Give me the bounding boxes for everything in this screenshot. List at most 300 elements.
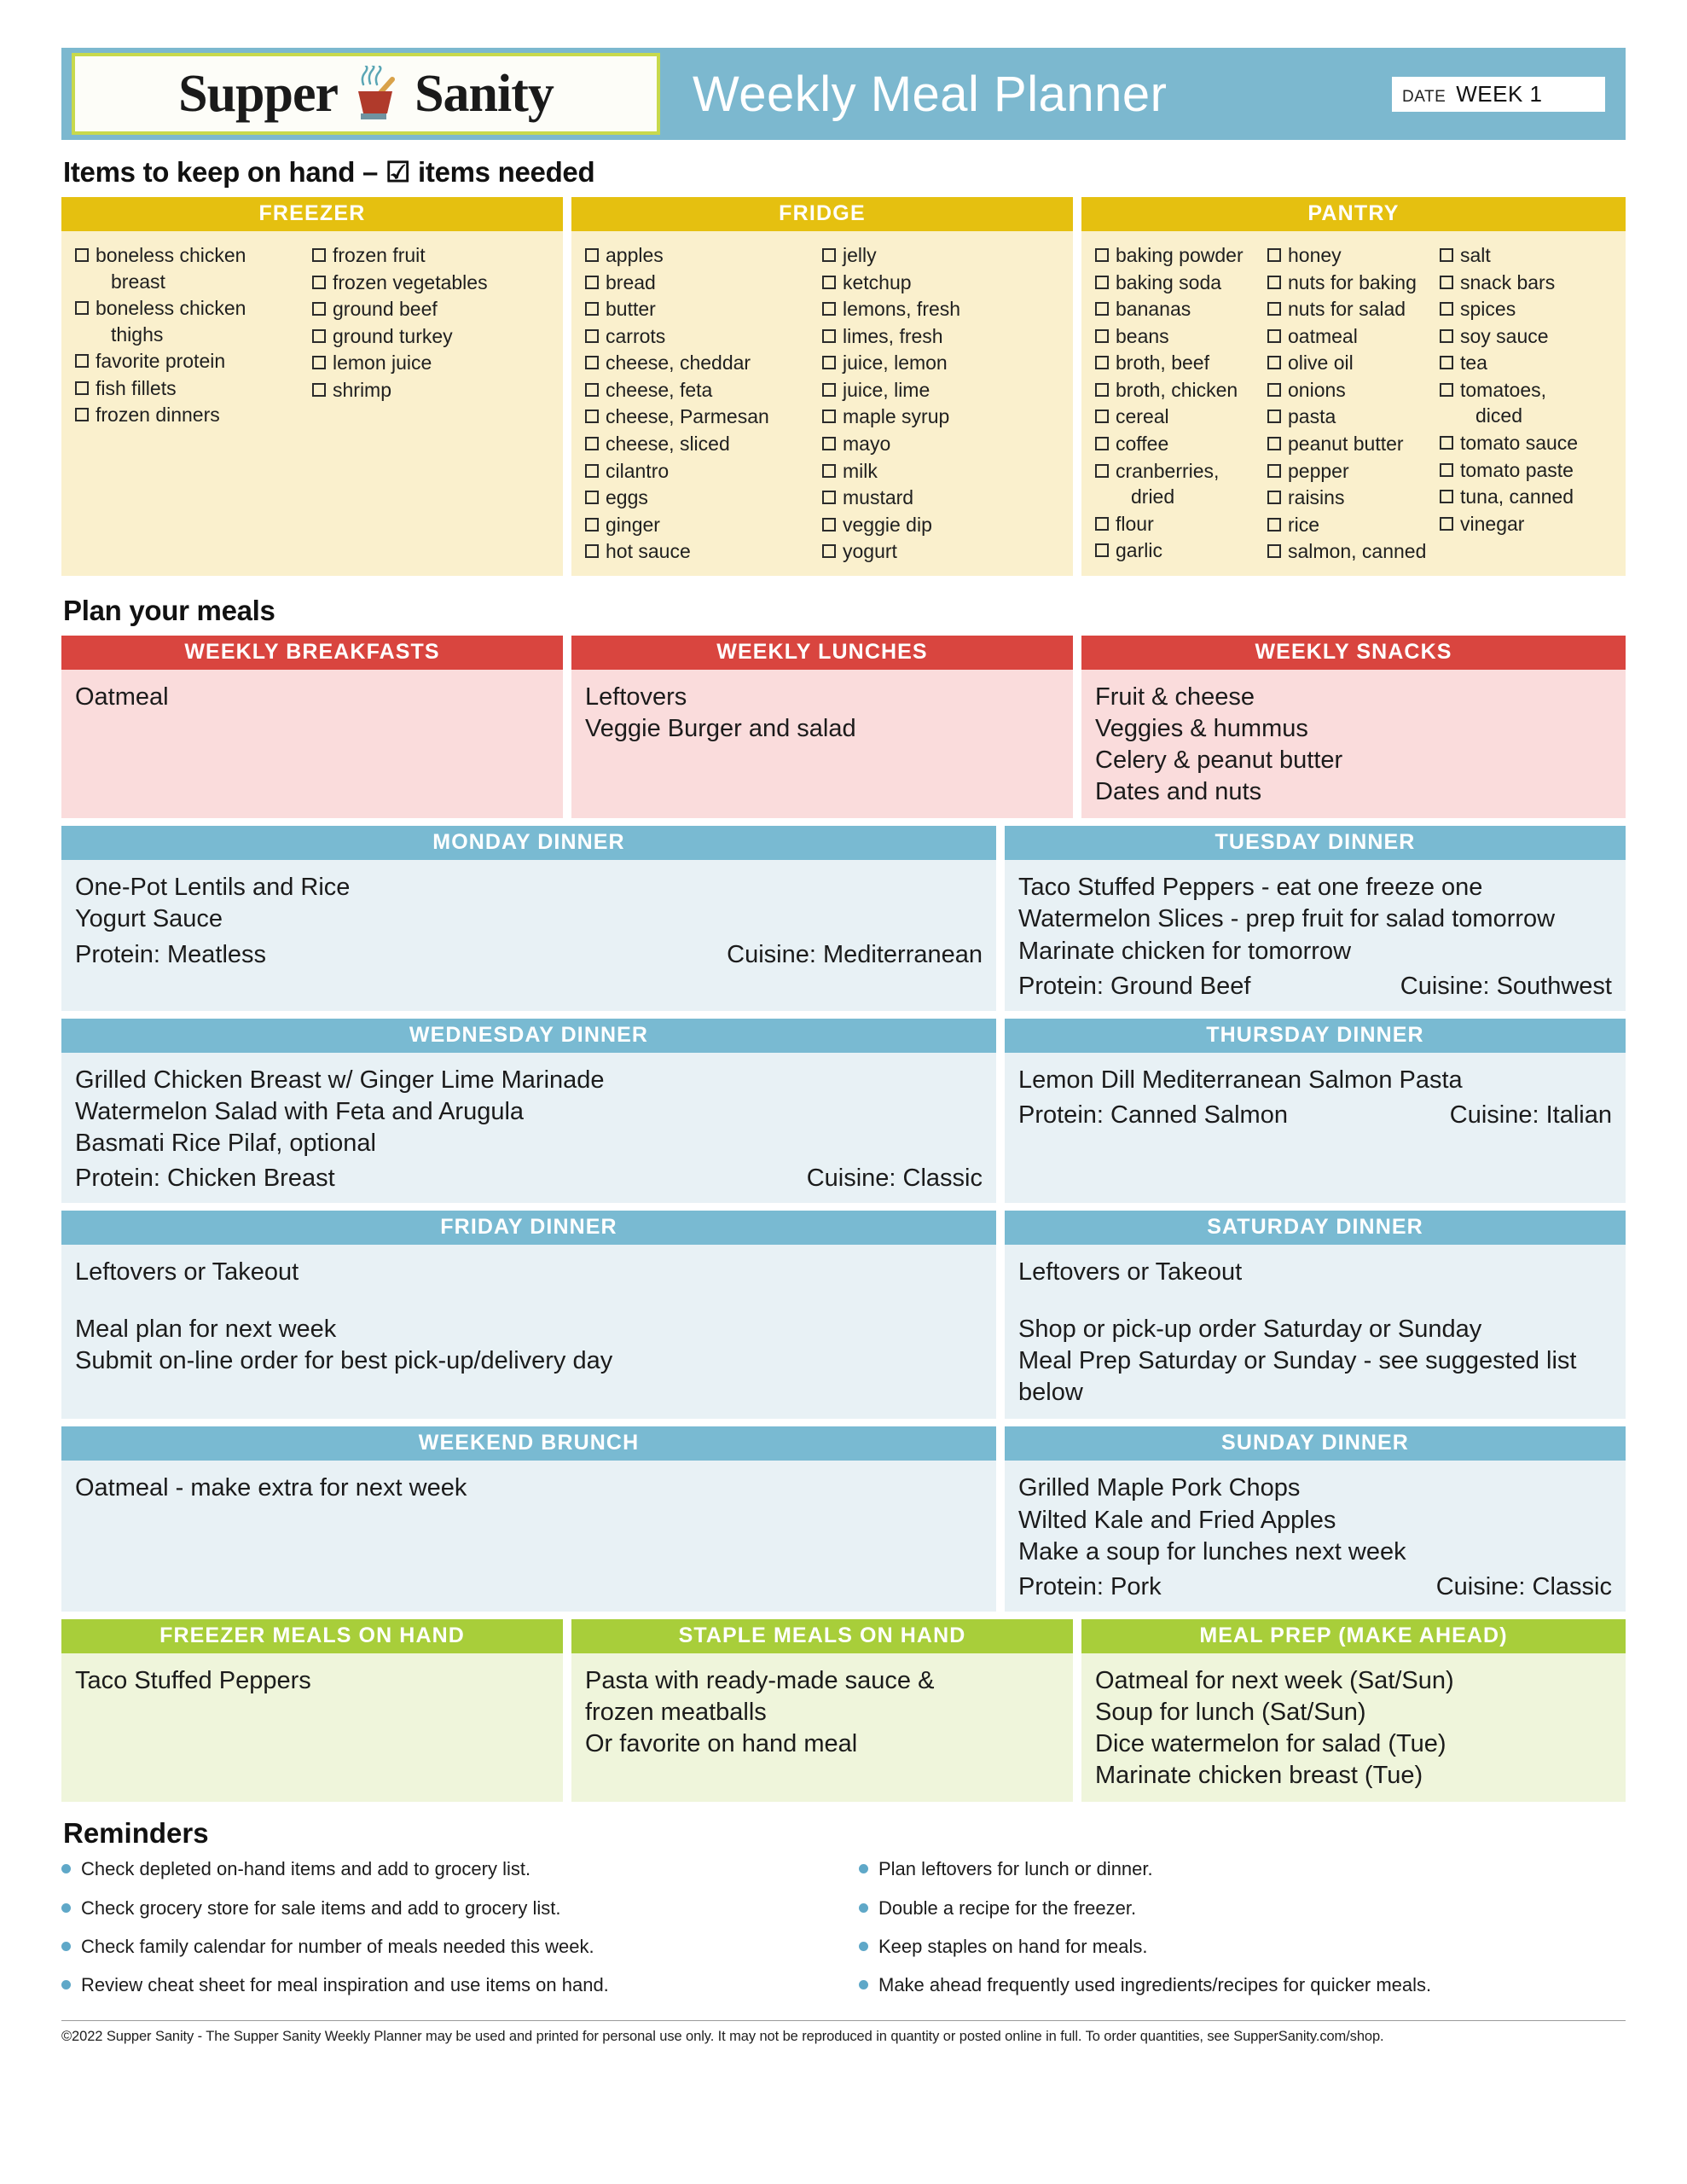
checklist-item[interactable] <box>1440 296 1612 322</box>
checkbox-icon[interactable] <box>585 356 599 369</box>
panel-header: WEEKLY LUNCHES <box>571 636 1073 670</box>
checklist-item[interactable] <box>1440 511 1612 537</box>
page-title: Weekly Meal Planner <box>693 66 1168 122</box>
checkbox-icon[interactable] <box>822 329 836 343</box>
meal-line: Leftovers or Takeout <box>75 1258 299 1287</box>
checklist-item[interactable] <box>1095 458 1267 510</box>
cuisine-label: Cuisine: Italian <box>1449 1101 1612 1129</box>
meal-line: Pasta with ready-made sauce & <box>585 1666 935 1694</box>
checklist-item-label: cereal <box>1116 405 1169 428</box>
panel-header: SUNDAY DINNER <box>1005 1426 1626 1461</box>
panel-body[interactable] <box>61 1053 996 1203</box>
checklist-item[interactable] <box>1440 270 1612 296</box>
checklist-item-label: olive oil <box>1288 351 1354 375</box>
checkbox-icon[interactable] <box>312 248 326 262</box>
checklist-item[interactable] <box>822 242 1059 269</box>
checklist-item[interactable] <box>822 538 1059 565</box>
checklist-item[interactable] <box>585 323 822 350</box>
bullet-icon <box>61 1942 71 1951</box>
checklist-item[interactable] <box>585 296 822 322</box>
checklist-item[interactable] <box>1440 457 1612 484</box>
checklist-item-label: broth, beef <box>1116 351 1209 375</box>
checklist-item[interactable] <box>585 404 822 430</box>
panel-friday-dinner <box>61 1211 996 1419</box>
checkbox-icon[interactable] <box>822 410 836 423</box>
checklist-item[interactable] <box>585 350 822 376</box>
panel-weekly-snacks <box>1081 636 1626 818</box>
checklist-item[interactable] <box>822 431 1059 457</box>
reminders-grid <box>61 1858 1626 2013</box>
checkbox-icon[interactable] <box>312 302 326 316</box>
checklist-item[interactable] <box>1095 242 1267 269</box>
on-hand-section-fridge <box>571 197 1073 576</box>
checklist-item-label: tuna, canned <box>1460 485 1574 508</box>
cuisine-label: Cuisine: Southwest <box>1400 972 1612 1000</box>
checklist-item[interactable] <box>1095 537 1267 564</box>
checkbox-icon[interactable] <box>822 544 836 558</box>
checklist-item-label: cheese, sliced <box>606 433 730 456</box>
checkbox-icon[interactable] <box>1095 302 1109 316</box>
bullet-icon <box>859 1903 868 1913</box>
on-hand-section-freezer <box>61 197 563 576</box>
brand-name-first: Supper <box>178 64 339 123</box>
checklist-item-label: honey <box>1288 244 1342 266</box>
reminder-item <box>61 1858 828 1880</box>
meal-line: Grilled Maple Pork Chops <box>1018 1474 1301 1502</box>
checklist-item-label: limes, fresh <box>843 324 943 347</box>
checkbox-icon[interactable] <box>1440 517 1453 531</box>
checklist-item-label: ketchup <box>843 270 912 293</box>
checklist-item-label: lemon juice <box>333 351 432 375</box>
bullet-icon <box>61 1903 71 1913</box>
checklist-item[interactable] <box>312 350 549 376</box>
checklist-item-label: snack bars <box>1460 270 1556 293</box>
panel-header: THURSDAY DINNER <box>1005 1019 1626 1053</box>
panel-staple-meals-on-hand <box>571 1619 1073 1802</box>
reminders-heading: Reminders <box>63 1817 209 1850</box>
checklist-item[interactable] <box>1267 512 1440 538</box>
meal-meta <box>1018 1096 1612 1130</box>
checklist-item-label: bananas <box>1116 298 1191 321</box>
checkbox-icon[interactable] <box>585 410 599 423</box>
checklist-item-label: milk <box>843 459 878 482</box>
checkbox-icon[interactable] <box>1440 436 1453 450</box>
checklist-column <box>1095 242 1267 566</box>
checklist-item[interactable] <box>1095 296 1267 322</box>
checklist-item[interactable] <box>1267 350 1440 376</box>
checkbox-icon[interactable] <box>1095 276 1109 289</box>
panel-body[interactable] <box>1005 1053 1626 1203</box>
checkbox-icon[interactable] <box>1267 356 1281 369</box>
panel-body[interactable] <box>1081 1653 1626 1802</box>
checklist-item[interactable] <box>1267 431 1440 457</box>
brand-name-second: Sanity <box>415 64 554 123</box>
checkbox-icon[interactable] <box>1267 248 1281 262</box>
checkbox-icon[interactable] <box>1095 437 1109 450</box>
checklist-item[interactable] <box>1440 484 1612 510</box>
checkbox-icon[interactable] <box>585 491 599 504</box>
checklist-item[interactable] <box>822 323 1059 350</box>
checkbox-icon[interactable] <box>822 464 836 478</box>
checklist-item-label: boneless chicken breast <box>96 244 246 293</box>
checkbox-icon[interactable] <box>1095 543 1109 557</box>
checklist-item-label: cheese, feta <box>606 378 713 401</box>
reminder-text: Make ahead frequently used ingredients/recipes for quicker meals. <box>878 1974 1432 1996</box>
protein-label: Protein: Chicken Breast <box>75 1165 335 1193</box>
meal-line: Grilled Chicken Breast w/ Ginger Lime Marinade <box>75 1066 605 1094</box>
checklist-item[interactable] <box>1095 270 1267 296</box>
checkbox-icon[interactable] <box>1440 383 1453 397</box>
dinner-rows <box>61 826 1626 1611</box>
reminder-text: Check family calendar for number of meals needed this week. <box>81 1936 594 1958</box>
checkbox-icon[interactable] <box>1095 410 1109 423</box>
meal-line: Oatmeal <box>75 682 169 711</box>
checkbox-icon[interactable] <box>1267 464 1281 478</box>
checkbox-icon[interactable] <box>822 248 836 262</box>
checklist-item[interactable] <box>822 458 1059 485</box>
checklist-item[interactable] <box>75 402 312 428</box>
checklist-item[interactable] <box>312 377 549 404</box>
checkbox-icon[interactable] <box>1267 302 1281 316</box>
meal-line: Meal plan for next week <box>75 1316 337 1344</box>
checklist-item[interactable] <box>1267 377 1440 404</box>
checklist-item[interactable] <box>822 350 1059 376</box>
meal-line: Shop or pick-up order Saturday or Sunday <box>1018 1316 1482 1344</box>
checklist-item[interactable] <box>1267 296 1440 322</box>
checkbox-icon[interactable] <box>75 408 89 421</box>
checkbox-icon[interactable] <box>1095 383 1109 397</box>
checklist-item[interactable] <box>822 485 1059 511</box>
checkbox-icon[interactable] <box>1267 518 1281 531</box>
protein-label: Protein: Pork <box>1018 1572 1162 1600</box>
meal-line: One-Pot Lentils and Rice <box>75 874 351 902</box>
checklist-item-label: salt <box>1460 244 1491 266</box>
panel-header: WEEKEND BRUNCH <box>61 1426 996 1461</box>
checklist-item[interactable] <box>1095 404 1267 430</box>
checklist-item-label: cheese, Parmesan <box>606 405 769 428</box>
reminder-item <box>859 1897 1626 1920</box>
panel-thursday-dinner <box>1005 1019 1626 1203</box>
meal-meta <box>1018 967 1612 1001</box>
panel-header: WEDNESDAY DINNER <box>61 1019 996 1053</box>
meal-line: Wilted Kale and Fried Apples <box>1018 1506 1336 1534</box>
reminder-item <box>61 1897 828 1920</box>
checklist-item[interactable] <box>822 377 1059 404</box>
checklist-item[interactable] <box>75 375 312 402</box>
checklist-item-label: ground beef <box>333 298 438 321</box>
checklist-item-label: oatmeal <box>1288 324 1358 347</box>
checklist-item[interactable] <box>1267 242 1440 269</box>
meal-line: Meal Prep Saturday or Sunday - see suggested list below <box>1018 1347 1577 1407</box>
checklist-item-label: shrimp <box>333 378 392 401</box>
checkbox-icon[interactable] <box>1267 276 1281 289</box>
checkbox-icon[interactable] <box>1440 329 1453 343</box>
checkbox-icon[interactable] <box>585 383 599 397</box>
checklist-item-label: cranberries, dried <box>1116 459 1220 508</box>
meal-line: Yogurt Sauce <box>75 905 223 933</box>
checklist-item[interactable] <box>1267 404 1440 430</box>
checklist-item-label: butter <box>606 298 656 321</box>
checklist-item[interactable] <box>1440 323 1612 350</box>
checklist-item[interactable] <box>312 323 549 350</box>
meal-meta <box>75 1159 983 1193</box>
checkbox-icon[interactable] <box>1267 383 1281 397</box>
checklist-item-label: hot sauce <box>606 540 691 563</box>
panel-weekend-brunch <box>61 1426 996 1611</box>
panel-header: FREEZER MEALS ON HAND <box>61 1619 563 1653</box>
panel-body[interactable] <box>1005 1245 1626 1419</box>
checklist-item-label: onions <box>1288 378 1346 401</box>
cuisine-label: Cuisine: Classic <box>806 1165 983 1193</box>
reminder-text: Check grocery store for sale items and add to grocery list. <box>81 1896 561 1919</box>
meal-line: Marinate chicken breast (Tue) <box>1095 1762 1423 1790</box>
checklist-item[interactable] <box>312 270 549 296</box>
checkbox-icon[interactable] <box>1267 410 1281 423</box>
on-hand-band <box>61 197 1626 576</box>
checklist-item[interactable] <box>1095 323 1267 350</box>
checkbox-icon[interactable] <box>585 302 599 316</box>
checklist-item[interactable] <box>312 242 549 269</box>
meal-line: Soup for lunch (Sat/Sun) <box>1095 1698 1366 1726</box>
checklist-item-label: broth, chicken <box>1116 378 1238 401</box>
checkbox-icon[interactable] <box>75 354 89 368</box>
checkbox-icon[interactable] <box>822 383 836 397</box>
meal-meta <box>75 936 983 969</box>
panel-body[interactable] <box>1081 670 1626 818</box>
checklist-item-label: maple syrup <box>843 405 950 428</box>
checklist-item[interactable] <box>585 431 822 457</box>
checklist-column <box>1440 242 1612 566</box>
checklist-item[interactable] <box>822 270 1059 296</box>
checkbox-icon[interactable] <box>822 437 836 450</box>
dinner-row <box>61 1211 1626 1419</box>
checkbox-icon[interactable] <box>1095 517 1109 531</box>
date-value: WEEK 1 <box>1456 80 1543 107</box>
panel-body[interactable] <box>1005 860 1626 1010</box>
meal-line: Leftovers <box>585 682 687 711</box>
checkbox-icon[interactable] <box>585 248 599 262</box>
panel-weekly-lunches <box>571 636 1073 818</box>
panel-weekly-breakfasts <box>61 636 563 818</box>
section-header-freezer: FREEZER <box>61 197 563 231</box>
reminder-item <box>61 1936 828 1958</box>
date-field[interactable] <box>1392 77 1605 112</box>
checklist-item[interactable] <box>1095 377 1267 404</box>
checklist-column <box>312 242 549 502</box>
panel-header: WEEKLY BREAKFASTS <box>61 636 563 670</box>
checklist-column <box>585 242 822 566</box>
checkbox-icon[interactable] <box>1440 302 1453 316</box>
checkbox-icon[interactable] <box>1440 463 1453 477</box>
checklist-item-label: pasta <box>1288 405 1336 428</box>
checkbox-icon[interactable] <box>585 464 599 478</box>
checklist-item[interactable] <box>585 538 822 565</box>
meal-line: Dates and nuts <box>1095 778 1262 806</box>
panel-body[interactable] <box>61 1653 563 1802</box>
checklist-item-label: tea <box>1460 351 1487 375</box>
panel-body[interactable] <box>61 670 563 818</box>
checkbox-icon[interactable] <box>312 276 326 289</box>
checkbox-icon[interactable] <box>585 329 599 343</box>
checkbox-icon[interactable] <box>75 301 89 315</box>
checklist-item-label: salmon, canned <box>1288 540 1427 563</box>
checklist-item-label: boneless chicken thighs <box>96 297 246 346</box>
meal-line: Basmati Rice Pilaf, optional <box>75 1129 376 1157</box>
meal-line: Dice watermelon for salad (Tue) <box>1095 1730 1446 1758</box>
checklist-item[interactable] <box>75 242 312 294</box>
checkbox-icon[interactable] <box>585 276 599 289</box>
checkbox-icon[interactable] <box>1095 329 1109 343</box>
checkbox-icon[interactable] <box>1095 464 1109 478</box>
on-hand-meals-row <box>61 1619 1626 1802</box>
checklist-item-label: cilantro <box>606 459 670 482</box>
checkbox-icon[interactable] <box>1440 248 1453 262</box>
dinner-row <box>61 826 1626 1010</box>
checklist-item[interactable] <box>822 512 1059 538</box>
checklist-item-label: nuts for baking <box>1288 270 1417 293</box>
checkbox-icon[interactable] <box>1267 491 1281 504</box>
checklist-item[interactable] <box>75 295 312 347</box>
checklist-item-label: bread <box>606 270 656 293</box>
checkbox-icon[interactable] <box>822 276 836 289</box>
checklist-item-label: raisins <box>1288 486 1345 509</box>
checklist-item[interactable] <box>1095 511 1267 537</box>
checklist-item-label: beans <box>1116 324 1169 347</box>
on-hand-heading: Items to keep on hand – ☑ items needed <box>63 156 595 188</box>
checklist-columns <box>1081 231 1626 576</box>
cuisine-label: Cuisine: Mediterranean <box>727 940 983 968</box>
checklist-item[interactable] <box>1267 323 1440 350</box>
panel-body[interactable] <box>571 670 1073 818</box>
dinner-row <box>61 1019 1626 1203</box>
panel-body[interactable] <box>61 860 996 1010</box>
checklist-item-label: soy sauce <box>1460 324 1549 347</box>
meal-line: Oatmeal for next week (Sat/Sun) <box>1095 1666 1454 1694</box>
line-spacer <box>75 1288 983 1314</box>
panel-body[interactable] <box>1005 1461 1626 1611</box>
checkbox-icon[interactable] <box>75 248 89 262</box>
panel-body[interactable] <box>571 1653 1073 1802</box>
checklist-item[interactable] <box>585 270 822 296</box>
checklist-item-label: nuts for salad <box>1288 298 1406 321</box>
meal-meta <box>1018 1568 1612 1601</box>
bullet-icon <box>61 1864 71 1873</box>
meal-line: Oatmeal - make extra for next week <box>75 1474 467 1502</box>
panel-body[interactable] <box>61 1461 996 1611</box>
reminders-column-right <box>859 1858 1626 2013</box>
checkbox-icon[interactable] <box>822 302 836 316</box>
checkbox-icon[interactable] <box>75 381 89 395</box>
checklist-item-label: juice, lemon <box>843 351 948 375</box>
panel-body[interactable] <box>61 1245 996 1419</box>
panel-monday-dinner <box>61 826 996 1010</box>
checklist-item[interactable] <box>585 458 822 485</box>
weekly-meals-row <box>61 636 1626 818</box>
meal-line: Taco Stuffed Peppers <box>75 1666 311 1694</box>
checklist-item-label: ground turkey <box>333 324 453 347</box>
meal-line: Marinate chicken for tomorrow <box>1018 937 1352 965</box>
checkbox-icon[interactable] <box>585 544 599 558</box>
checkbox-icon[interactable] <box>1440 356 1453 369</box>
checklist-item-label: spices <box>1460 298 1516 321</box>
checkbox-icon[interactable] <box>822 491 836 504</box>
checklist-item-label: ginger <box>606 513 660 536</box>
checkbox-icon[interactable] <box>585 437 599 450</box>
checklist-item-label: frozen vegetables <box>333 270 488 293</box>
protein-label: Protein: Meatless <box>75 940 267 968</box>
panel-header: WEEKLY SNACKS <box>1081 636 1626 670</box>
checkbox-icon[interactable] <box>1267 544 1281 558</box>
checklist-item[interactable] <box>585 485 822 511</box>
checkbox-icon[interactable] <box>1267 437 1281 450</box>
protein-label: Protein: Ground Beef <box>1018 972 1251 1000</box>
reminders-column-left <box>61 1858 828 2013</box>
checklist-item[interactable] <box>1095 431 1267 457</box>
panel-header: SATURDAY DINNER <box>1005 1211 1626 1245</box>
panel-saturday-dinner <box>1005 1211 1626 1419</box>
checklist-item-label: baking soda <box>1116 270 1222 293</box>
meal-line: Taco Stuffed Peppers - eat one freeze one <box>1018 874 1483 902</box>
checklist-column <box>1267 242 1440 566</box>
checklist-item-label: apples <box>606 244 664 266</box>
checklist-item[interactable] <box>585 512 822 538</box>
checklist-item-label: pepper <box>1288 459 1349 482</box>
checkbox-icon[interactable] <box>312 383 326 397</box>
reminder-text: Keep staples on hand for meals. <box>878 1936 1148 1958</box>
checklist-item[interactable] <box>822 404 1059 430</box>
masthead <box>61 48 1626 140</box>
checklist-item-label: frozen dinners <box>96 404 220 427</box>
reminder-text: Check depleted on-hand items and add to grocery list. <box>81 1858 531 1880</box>
checkbox-icon[interactable] <box>1095 248 1109 262</box>
meal-line: Watermelon Slices - prep fruit for salad tomorrow <box>1018 905 1556 933</box>
panel-wednesday-dinner <box>61 1019 996 1203</box>
checklist-item[interactable] <box>1440 430 1612 456</box>
checklist-item[interactable] <box>75 348 312 375</box>
checklist-item[interactable] <box>1440 350 1612 376</box>
checklist-column <box>75 242 312 502</box>
checklist-item-label: rice <box>1288 513 1320 536</box>
checklist-item[interactable] <box>585 242 822 269</box>
checklist-item[interactable] <box>1440 242 1612 269</box>
checkbox-icon[interactable] <box>312 356 326 369</box>
checklist-item[interactable] <box>1267 458 1440 485</box>
checklist-item-label: jelly <box>843 244 877 266</box>
panel-tuesday-dinner <box>1005 826 1626 1010</box>
checkbox-icon[interactable] <box>1267 329 1281 343</box>
checkbox-icon[interactable] <box>585 518 599 531</box>
checklist-item-label: peanut butter <box>1288 433 1404 456</box>
checklist-item-label: frozen fruit <box>333 244 426 266</box>
checklist-item[interactable] <box>1267 485 1440 511</box>
checkbox-icon[interactable] <box>1440 276 1453 289</box>
checklist-item[interactable] <box>1267 270 1440 296</box>
checklist-item[interactable] <box>1095 350 1267 376</box>
checkbox-icon[interactable] <box>312 329 326 343</box>
on-hand-meals <box>61 1619 1626 1802</box>
checkbox-icon[interactable] <box>1440 490 1453 503</box>
checklist-item[interactable] <box>1267 538 1440 565</box>
checklist-item[interactable] <box>585 377 822 404</box>
checklist-item[interactable] <box>822 296 1059 322</box>
checklist-item[interactable] <box>312 296 549 322</box>
checkbox-icon[interactable] <box>1095 356 1109 369</box>
checkbox-icon[interactable] <box>822 518 836 531</box>
checkbox-icon[interactable] <box>822 356 836 369</box>
checklist-item[interactable] <box>1440 377 1612 429</box>
checklist-item-label: tomato sauce <box>1460 432 1579 455</box>
date-label: DATE <box>1402 87 1446 106</box>
